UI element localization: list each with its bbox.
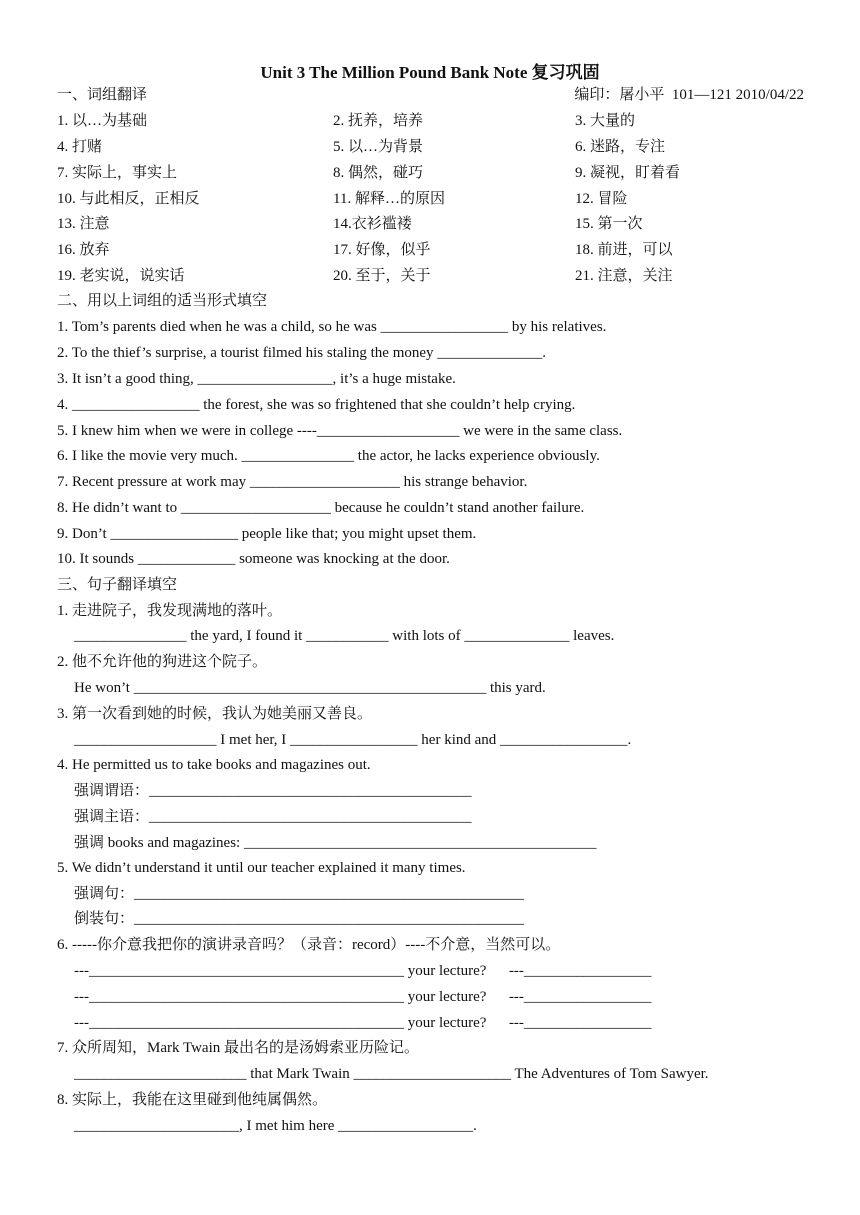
phrase-item: 16. 放弃 bbox=[57, 242, 110, 258]
translation-answer-line: _______________________ that Mark Twain _____________________ The Adventures of Tom Sawyer. bbox=[74, 1066, 709, 1082]
section1-heading: 一、词组翻译 bbox=[57, 87, 148, 103]
translation-question: 1. 走进院子，我发现满地的落叶。 bbox=[57, 603, 283, 619]
translation-answer-line: 倒装句：____________________________________________________ bbox=[74, 911, 525, 927]
phrase-item: 20. 至于，关于 bbox=[333, 268, 431, 284]
phrase-item: 14.衣衫褴褛 bbox=[333, 216, 412, 232]
fill-blank-item: 2. To the thief’s surprise, a tourist filmed his staling the money ______________. bbox=[57, 345, 547, 361]
section3-heading: 三、句子翻译填空 bbox=[57, 577, 178, 593]
phrase-item: 5. 以…为背景 bbox=[333, 139, 424, 155]
translation-answer-line: ---__________________________________________ your lecture? ---_________________ bbox=[74, 963, 652, 979]
translation-answer-line: _______________ the yard, I found it ___________ with lots of ______________ leaves. bbox=[74, 628, 615, 644]
page-title: Unit 3 The Million Pound Bank Note 复习巩固 bbox=[260, 63, 600, 82]
translation-answer-line: ---__________________________________________ your lecture? ---_________________ bbox=[74, 1015, 652, 1031]
fill-blank-item: 1. Tom’s parents died when he was a child, so he was _________________ by his relatives. bbox=[57, 319, 607, 335]
phrase-item: 12. 冒险 bbox=[575, 191, 628, 207]
phrase-item: 19. 老实说，说实话 bbox=[57, 268, 185, 284]
fill-blank-item: 8. He didn’t want to ____________________ because he couldn’t stand another failure. bbox=[57, 500, 585, 516]
compiler-info: 编印：屠小平 101—121 2010/04/22 bbox=[574, 87, 804, 103]
fill-blank-item: 9. Don’t _________________ people like that; you might upset them. bbox=[57, 526, 477, 542]
fill-blank-item: 3. It isn’t a good thing, __________________, it’s a huge mistake. bbox=[57, 371, 456, 387]
translation-answer-line: ---__________________________________________ your lecture? ---_________________ bbox=[74, 989, 652, 1005]
phrase-item: 8. 偶然，碰巧 bbox=[333, 165, 424, 181]
translation-question: 7. 众所周知，Mark Twain 最出名的是汤姆索亚历险记。 bbox=[57, 1040, 419, 1056]
fill-blank-item: 6. I like the movie very much. _______________ the actor, he lacks experience obviously. bbox=[57, 448, 600, 464]
translation-question: 5. We didn’t understand it until our teacher explained it many times. bbox=[57, 860, 466, 876]
phrase-item: 4. 打赌 bbox=[57, 139, 103, 155]
translation-answer-line: ______________________, I met him here __________________. bbox=[74, 1118, 477, 1134]
translation-answer-line: He won’t _______________________________________________ this yard. bbox=[74, 680, 546, 696]
phrase-item: 3. 大量的 bbox=[575, 113, 636, 129]
phrase-item: 7. 实际上，事实上 bbox=[57, 165, 178, 181]
phrase-item: 18. 前进，可以 bbox=[575, 242, 673, 258]
translation-question: 4. He permitted us to take books and magazines out. bbox=[57, 757, 371, 773]
translation-answer-line: 强调 books and magazines: _______________________________________________ bbox=[74, 835, 597, 851]
phrase-item: 1. 以…为基础 bbox=[57, 113, 148, 129]
fill-blank-item: 10. It sounds _____________ someone was knocking at the door. bbox=[57, 551, 450, 567]
phrase-item: 10. 与此相反，正相反 bbox=[57, 191, 200, 207]
section2-heading: 二、用以上词组的适当形式填空 bbox=[57, 293, 268, 309]
phrase-item: 9. 凝视，盯着看 bbox=[575, 165, 681, 181]
translation-question: 6. -----你介意我把你的演讲录音吗？（录音：record）----不介意，当然可以。 bbox=[57, 937, 561, 953]
phrase-item: 6. 迷路，专注 bbox=[575, 139, 666, 155]
fill-blank-item: 5. I knew him when we were in college ----___________________ we were in the same class. bbox=[57, 423, 623, 439]
fill-blank-item: 7. Recent pressure at work may ____________________ his strange behavior. bbox=[57, 474, 528, 490]
translation-answer-line: 强调主语：___________________________________________ bbox=[74, 809, 472, 825]
translation-answer-line: 强调谓语：___________________________________________ bbox=[74, 783, 472, 799]
translation-answer-line: ___________________ I met her, I _________________ her kind and _________________. bbox=[74, 732, 632, 748]
phrase-item: 11. 解释…的原因 bbox=[333, 191, 445, 207]
phrase-item: 15. 第一次 bbox=[575, 216, 643, 232]
translation-question: 3. 第一次看到她的时候，我认为她美丽又善良。 bbox=[57, 706, 373, 722]
translation-question: 8. 实际上，我能在这里碰到他纯属偶然。 bbox=[57, 1092, 328, 1108]
fill-blank-item: 4. _________________ the forest, she was so frightened that she couldn’t help crying. bbox=[57, 397, 576, 413]
translation-answer-line: 强调句：____________________________________________________ bbox=[74, 886, 525, 902]
phrase-item: 17. 好像，似乎 bbox=[333, 242, 431, 258]
phrase-item: 21. 注意，关注 bbox=[575, 268, 673, 284]
phrase-item: 2. 抚养，培养 bbox=[333, 113, 424, 129]
translation-question: 2. 他不允许他的狗进这个院子。 bbox=[57, 654, 268, 670]
phrase-item: 13. 注意 bbox=[57, 216, 110, 232]
